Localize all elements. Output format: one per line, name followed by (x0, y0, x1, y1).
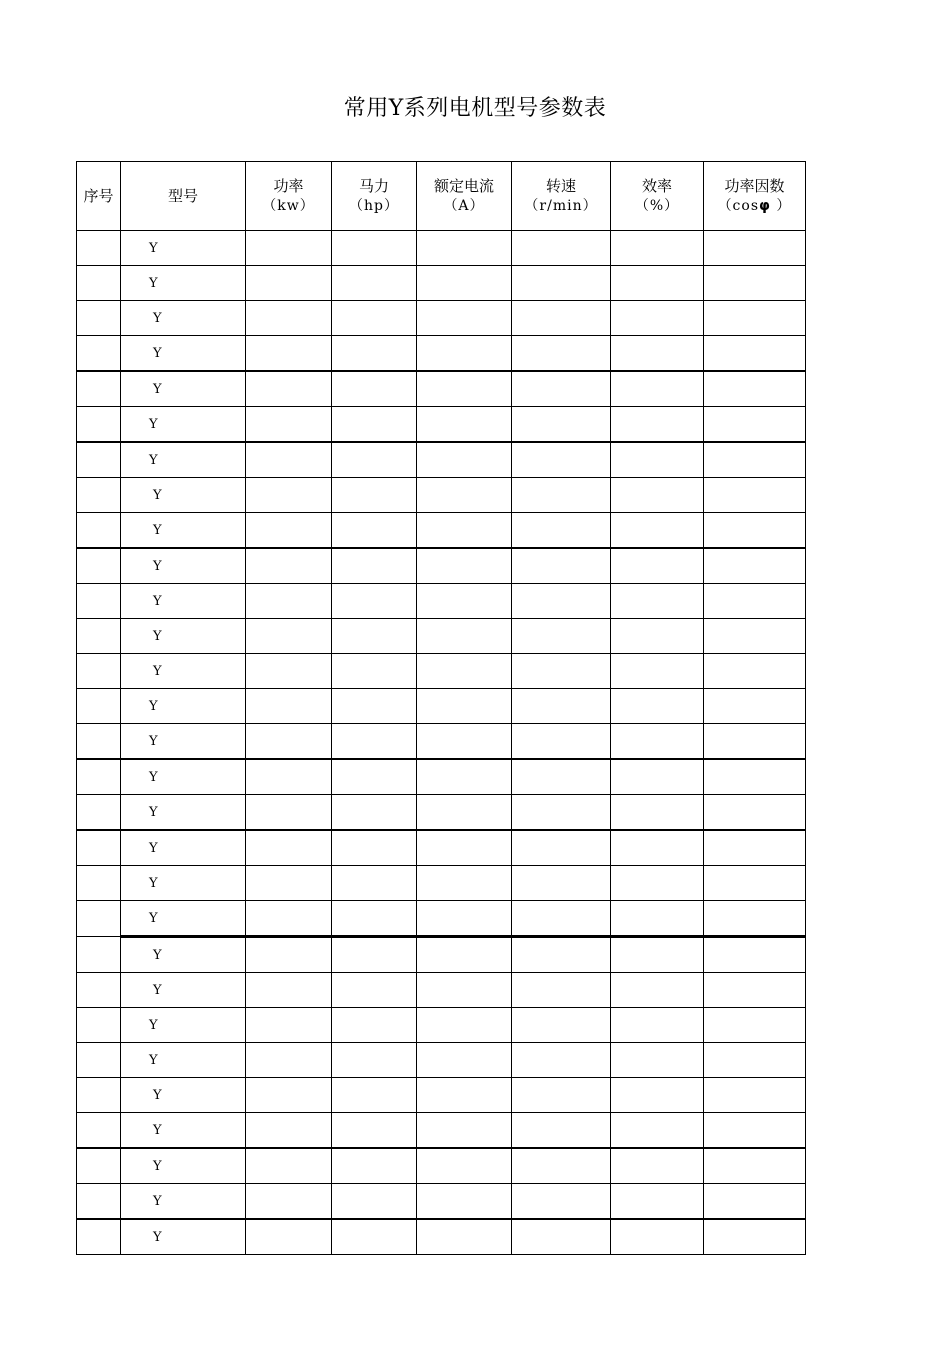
index-cell (77, 584, 121, 619)
data-cell (512, 1219, 611, 1255)
data-cell (246, 1113, 332, 1149)
data-cell (512, 1113, 611, 1149)
data-cell (704, 407, 806, 443)
table-row (77, 478, 806, 513)
data-cell (512, 371, 611, 407)
data-cell (611, 619, 704, 654)
data-cell (246, 1148, 332, 1184)
model-cell: Y (121, 478, 246, 513)
data-cell (611, 548, 704, 584)
header-index: 序号 (77, 162, 121, 231)
data-cell (512, 407, 611, 443)
table-row (77, 548, 806, 584)
data-cell (417, 973, 512, 1008)
header-speed: 转速 （r/min） (512, 162, 611, 231)
data-cell (611, 1148, 704, 1184)
data-cell (332, 1008, 417, 1043)
data-cell (611, 478, 704, 513)
data-cell (704, 619, 806, 654)
model-cell: Y (121, 795, 246, 831)
data-cell (417, 654, 512, 689)
data-cell (704, 1148, 806, 1184)
header-model: 型号 (121, 162, 246, 231)
data-cell (246, 654, 332, 689)
data-cell (704, 830, 806, 866)
data-cell (332, 830, 417, 866)
data-cell (611, 1113, 704, 1149)
data-cell (417, 231, 512, 266)
data-cell (704, 513, 806, 549)
data-cell (512, 231, 611, 266)
index-cell (77, 759, 121, 795)
index-cell (77, 301, 121, 336)
data-cell (417, 619, 512, 654)
data-cell (611, 973, 704, 1008)
data-cell (246, 973, 332, 1008)
data-cell (246, 759, 332, 795)
data-cell (611, 1008, 704, 1043)
data-cell (332, 478, 417, 513)
data-cell (417, 513, 512, 549)
data-cell (417, 1008, 512, 1043)
page-title: 常用Y系列电机型号参数表 (343, 96, 607, 121)
data-cell (417, 830, 512, 866)
index-cell (77, 937, 121, 973)
data-cell (332, 1219, 417, 1255)
data-cell (332, 795, 417, 831)
data-cell (417, 1043, 512, 1078)
index-cell (77, 724, 121, 760)
data-cell (417, 478, 512, 513)
data-cell (611, 1043, 704, 1078)
data-cell (332, 866, 417, 901)
header-power: 功率 （kw） (246, 162, 332, 231)
table-row (77, 901, 806, 937)
data-cell (332, 1043, 417, 1078)
data-cell (611, 901, 704, 937)
data-cell (332, 584, 417, 619)
data-cell (704, 371, 806, 407)
data-cell (704, 1008, 806, 1043)
table-row (77, 513, 806, 549)
data-cell (246, 513, 332, 549)
data-cell (512, 1148, 611, 1184)
data-cell (704, 795, 806, 831)
model-cell: Y (121, 973, 246, 1008)
data-cell (246, 619, 332, 654)
data-cell (512, 1008, 611, 1043)
data-cell (512, 830, 611, 866)
data-cell (512, 1043, 611, 1078)
data-cell (417, 689, 512, 724)
data-cell (512, 301, 611, 336)
table-row (77, 301, 806, 336)
index-cell (77, 442, 121, 478)
data-cell (512, 937, 611, 973)
model-cell: Y (121, 1113, 246, 1149)
model-cell: Y (121, 689, 246, 724)
data-cell (611, 407, 704, 443)
model-cell: Y (121, 724, 246, 760)
data-cell (704, 336, 806, 372)
header-horsepower: 马力 （hp） (332, 162, 417, 231)
table-row (77, 1043, 806, 1078)
data-cell (332, 901, 417, 937)
index-cell (77, 830, 121, 866)
index-cell (77, 1043, 121, 1078)
data-cell (332, 371, 417, 407)
data-cell (332, 442, 417, 478)
data-cell (704, 654, 806, 689)
data-cell (417, 724, 512, 760)
table-row (77, 795, 806, 831)
index-cell (77, 795, 121, 831)
data-cell (512, 548, 611, 584)
data-cell (417, 866, 512, 901)
data-cell (332, 1113, 417, 1149)
model-cell: Y (121, 1078, 246, 1113)
data-cell (611, 336, 704, 372)
model-cell: Y (121, 407, 246, 443)
model-cell: Y (121, 548, 246, 584)
data-cell (332, 689, 417, 724)
data-cell (611, 689, 704, 724)
model-cell: Y (121, 1184, 246, 1220)
data-cell (246, 866, 332, 901)
table-row (77, 231, 806, 266)
data-cell (246, 830, 332, 866)
data-cell (512, 478, 611, 513)
table-row (77, 937, 806, 973)
model-cell: Y (121, 1219, 246, 1255)
data-cell (704, 866, 806, 901)
data-cell (246, 301, 332, 336)
data-cell (512, 266, 611, 301)
data-cell (332, 619, 417, 654)
model-cell: Y (121, 266, 246, 301)
data-cell (611, 1078, 704, 1113)
data-cell (704, 584, 806, 619)
data-cell (417, 1148, 512, 1184)
table-row (77, 830, 806, 866)
table-row (77, 407, 806, 443)
data-cell (246, 478, 332, 513)
data-cell (246, 689, 332, 724)
data-cell (332, 759, 417, 795)
data-cell (246, 407, 332, 443)
data-cell (611, 266, 704, 301)
index-cell (77, 689, 121, 724)
data-cell (332, 1184, 417, 1220)
data-cell (611, 830, 704, 866)
data-cell (611, 231, 704, 266)
data-cell (417, 442, 512, 478)
model-cell: Y (121, 301, 246, 336)
table-row (77, 1008, 806, 1043)
data-cell (417, 1078, 512, 1113)
table-row (77, 866, 806, 901)
table-row (77, 654, 806, 689)
data-cell (417, 795, 512, 831)
index-cell (77, 619, 121, 654)
data-cell (332, 266, 417, 301)
index-cell (77, 866, 121, 901)
table-row (77, 442, 806, 478)
data-cell (704, 1043, 806, 1078)
data-cell (417, 1113, 512, 1149)
data-cell (611, 724, 704, 760)
model-cell: Y (121, 759, 246, 795)
data-cell (417, 336, 512, 372)
table-row (77, 371, 806, 407)
data-cell (417, 584, 512, 619)
data-cell (332, 654, 417, 689)
data-cell (512, 336, 611, 372)
table-row (77, 689, 806, 724)
data-cell (417, 1219, 512, 1255)
data-cell (611, 1219, 704, 1255)
table-row (77, 1078, 806, 1113)
table-row (77, 1113, 806, 1149)
data-cell (704, 1078, 806, 1113)
data-cell (246, 548, 332, 584)
model-cell: Y (121, 654, 246, 689)
data-cell (332, 513, 417, 549)
index-cell (77, 654, 121, 689)
data-cell (704, 442, 806, 478)
header-rated-current: 额定电流 （A） (417, 162, 512, 231)
model-cell: Y (121, 442, 246, 478)
table-row (77, 1219, 806, 1255)
data-cell (512, 973, 611, 1008)
model-cell: Y (121, 513, 246, 549)
index-cell (77, 407, 121, 443)
data-cell (332, 548, 417, 584)
data-cell (704, 301, 806, 336)
data-cell (246, 795, 332, 831)
data-cell (512, 513, 611, 549)
data-cell (704, 759, 806, 795)
data-cell (611, 937, 704, 973)
data-cell (417, 937, 512, 973)
data-cell (611, 513, 704, 549)
table-row (77, 759, 806, 795)
model-cell: Y (121, 830, 246, 866)
data-cell (704, 1184, 806, 1220)
data-cell (512, 689, 611, 724)
data-cell (611, 584, 704, 619)
data-cell (611, 866, 704, 901)
data-cell (332, 724, 417, 760)
data-cell (332, 231, 417, 266)
data-cell (332, 1078, 417, 1113)
table-row (77, 336, 806, 372)
data-cell (611, 1184, 704, 1220)
data-cell (611, 301, 704, 336)
data-cell (512, 901, 611, 937)
data-cell (332, 973, 417, 1008)
model-cell: Y (121, 1008, 246, 1043)
data-cell (246, 901, 332, 937)
data-cell (611, 442, 704, 478)
data-cell (704, 724, 806, 760)
data-cell (246, 1043, 332, 1078)
table-row (77, 973, 806, 1008)
data-cell (332, 301, 417, 336)
data-cell (246, 1219, 332, 1255)
index-cell (77, 371, 121, 407)
data-cell (417, 548, 512, 584)
table-row (77, 724, 806, 760)
data-cell (246, 442, 332, 478)
model-cell: Y (121, 584, 246, 619)
data-cell (246, 584, 332, 619)
data-cell (704, 548, 806, 584)
data-cell (512, 866, 611, 901)
data-cell (611, 795, 704, 831)
index-cell (77, 1184, 121, 1220)
table-row (77, 1148, 806, 1184)
data-cell (611, 759, 704, 795)
model-cell: Y (121, 866, 246, 901)
index-cell (77, 336, 121, 372)
index-cell (77, 1148, 121, 1184)
index-cell (77, 478, 121, 513)
data-cell (332, 937, 417, 973)
data-cell (332, 407, 417, 443)
model-cell: Y (121, 371, 246, 407)
data-cell (246, 724, 332, 760)
index-cell (77, 548, 121, 584)
data-cell (246, 336, 332, 372)
table-row (77, 266, 806, 301)
data-cell (512, 584, 611, 619)
data-cell (246, 266, 332, 301)
data-cell (417, 371, 512, 407)
index-cell (77, 513, 121, 549)
model-cell: Y (121, 901, 246, 937)
data-cell (417, 759, 512, 795)
index-cell (77, 1113, 121, 1149)
model-cell: Y (121, 619, 246, 654)
data-cell (704, 937, 806, 973)
model-cell: Y (121, 1148, 246, 1184)
data-cell (246, 1008, 332, 1043)
data-cell (704, 689, 806, 724)
index-cell (77, 1078, 121, 1113)
data-cell (704, 1219, 806, 1255)
data-cell (704, 231, 806, 266)
data-cell (246, 937, 332, 973)
data-cell (611, 654, 704, 689)
data-cell (704, 266, 806, 301)
data-cell (704, 973, 806, 1008)
data-cell (704, 901, 806, 937)
table-row (77, 1184, 806, 1220)
data-cell (246, 371, 332, 407)
data-cell (417, 266, 512, 301)
data-cell (246, 231, 332, 266)
data-cell (246, 1078, 332, 1113)
index-cell (77, 973, 121, 1008)
index-cell (77, 901, 121, 937)
header-efficiency: 效率 （%） (611, 162, 704, 231)
data-cell (332, 336, 417, 372)
data-cell (704, 1113, 806, 1149)
data-cell (512, 442, 611, 478)
data-cell (512, 724, 611, 760)
data-cell (512, 795, 611, 831)
data-cell (417, 1184, 512, 1220)
data-cell (246, 1184, 332, 1220)
model-cell: Y (121, 336, 246, 372)
model-cell: Y (121, 937, 246, 973)
data-cell (512, 1078, 611, 1113)
data-cell (417, 407, 512, 443)
data-cell (512, 619, 611, 654)
data-cell (611, 371, 704, 407)
data-cell (512, 1184, 611, 1220)
data-cell (512, 759, 611, 795)
table-row (77, 619, 806, 654)
model-cell: Y (121, 1043, 246, 1078)
index-cell (77, 1219, 121, 1255)
data-cell (704, 478, 806, 513)
header-row (77, 162, 806, 231)
data-cell (417, 901, 512, 937)
index-cell (77, 1008, 121, 1043)
index-cell (77, 231, 121, 266)
table-row (77, 584, 806, 619)
model-cell: Y (121, 231, 246, 266)
motor-spec-table (76, 161, 806, 1255)
data-cell (417, 301, 512, 336)
data-cell (332, 1148, 417, 1184)
data-cell (512, 654, 611, 689)
index-cell (77, 266, 121, 301)
header-power-factor: 功率因数 （cosφ ） (704, 162, 806, 231)
